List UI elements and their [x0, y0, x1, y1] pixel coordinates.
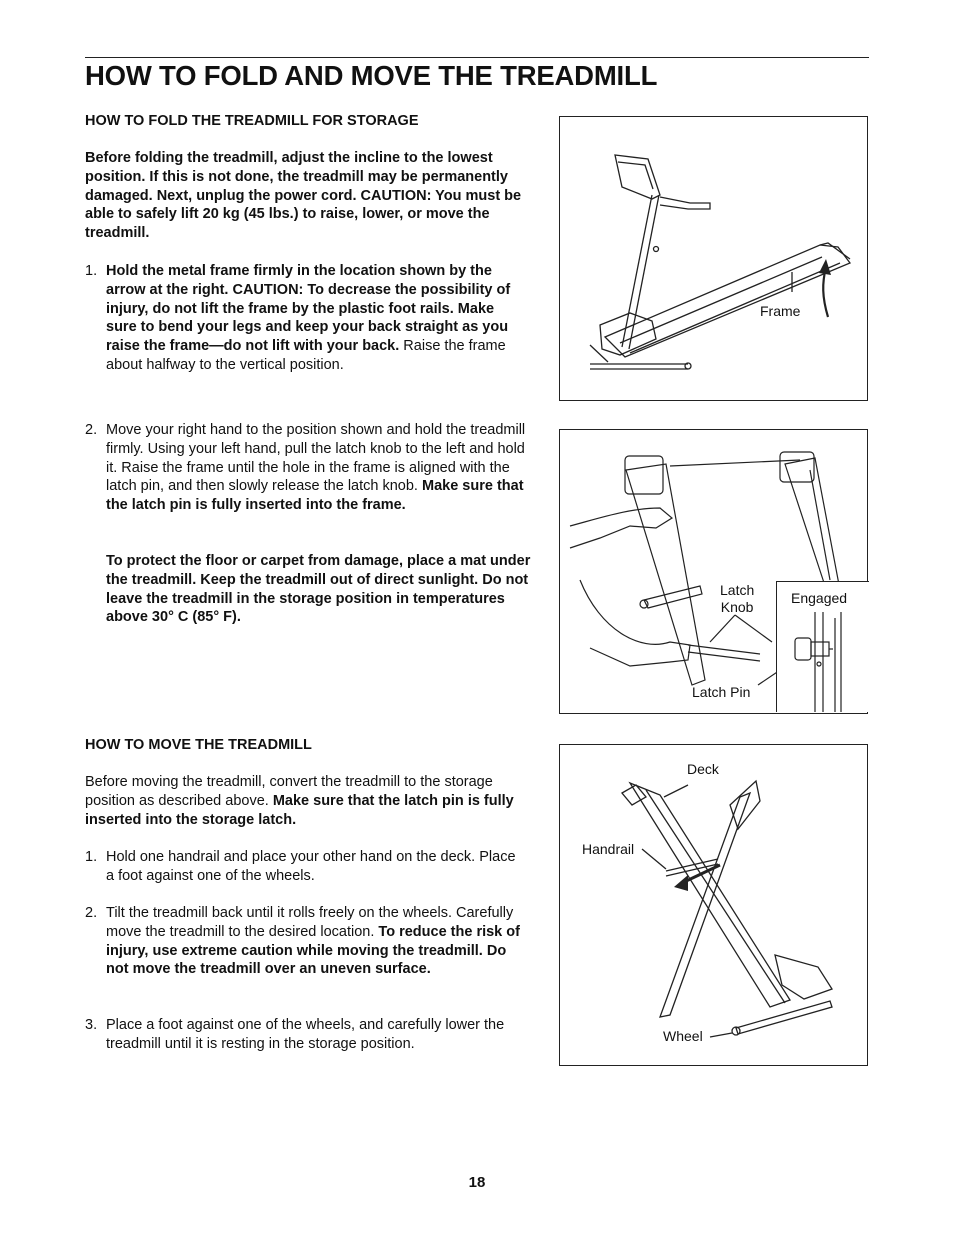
treadmill-move-illustration — [560, 745, 869, 1067]
figure-fold-raise — [559, 116, 868, 401]
step-number: 3. — [85, 1017, 98, 1033]
header-rule — [85, 57, 869, 58]
move-intro-text: Before moving the treadmill, convert the treadmill to the storage position as described above. — [85, 774, 493, 809]
step-1-text: Raise the frame about halfway to the vertical position. — [106, 338, 506, 373]
fold-warning: To protect the floor or carpet from damage, place a mat under the treadmill. Keep the treadmill out of direct sunlight. Do not leave the treadmill in the storage position in temperatures above 30° C (85° F). — [106, 553, 531, 626]
latch-knob-label: Latch Knob — [720, 582, 755, 615]
move-intro-block — [85, 773, 530, 829]
move-heading: HOW TO MOVE THE TREADMILL — [85, 737, 312, 753]
latch-pin-label: Latch Pin — [692, 684, 751, 700]
move-intro-bold: Make sure that the latch pin is fully inserted into the storage latch. — [85, 792, 514, 828]
move-step-2 — [85, 904, 525, 979]
move-step-3 — [85, 1016, 525, 1054]
treadmill-raise-illustration — [560, 117, 869, 402]
move-step-1-text: Hold one handrail and place your other hand on the deck. Place a foot against one of the wheels. — [106, 849, 516, 884]
page-number: 18 — [468, 1174, 486, 1191]
fold-section — [85, 112, 535, 131]
fold-step-2 — [85, 421, 530, 515]
figure-move — [559, 744, 868, 1066]
move-step-1 — [85, 848, 525, 886]
step-number: 2. — [85, 905, 98, 921]
page-title: HOW TO FOLD AND MOVE THE TREADMILL — [85, 60, 658, 91]
move-section — [85, 736, 535, 755]
step-number: 1. — [85, 849, 98, 865]
fold-intro: Before folding the treadmill, adjust the incline to the lowest position. If this is not done, the treadmill may be permanently damaged. Next, unplug the power cord. CAUTION: You must be able to safely lift 20 kg (45 lbs.) to raise, lower, or move the treadmill. — [85, 150, 522, 242]
frame-label: Frame — [760, 303, 801, 319]
step-number: 1. — [85, 263, 98, 279]
step-2-text: Move your right hand to the position shown and hold the treadmill firmly. Using your left hand, pull the latch knob to the left and hold it. Raise the frame until the hole in the frame is aligned with the latch pin, and then slowly release the latch knob. — [106, 422, 526, 495]
fold-warning-block — [106, 552, 531, 627]
fold-intro-block — [85, 149, 535, 243]
handrail-label: Handrail — [582, 841, 635, 857]
step-1-bold: Hold the metal frame firmly in the location shown by the arrow at the right. CAUTION: To decrease the possibility of injury, do not lift the frame by the plastic foot rails. Make sure to bend your legs and keep your back straight as you raise the frame—do not lift with your back. — [106, 263, 511, 355]
deck-label: Deck — [687, 761, 719, 777]
move-step-2-text: Tilt the treadmill back until it rolls freely on the wheels. Carefully move the treadmill to the desired location. — [106, 905, 514, 940]
step-number: 2. — [85, 422, 98, 438]
figure-latch — [559, 429, 868, 714]
move-step-2-bold: To reduce the risk of injury, use extreme caution while moving the treadmill. Do not move the treadmill over an uneven surface. — [106, 923, 520, 978]
engaged-inset — [776, 581, 869, 712]
wheel-label: Wheel — [663, 1028, 703, 1044]
fold-heading: HOW TO FOLD THE TREADMILL FOR STORAGE — [85, 113, 419, 129]
engaged-label: Engaged — [791, 590, 848, 606]
step-2-bold: Make sure that the latch pin is fully inserted into the frame. — [106, 478, 524, 514]
move-step-3-text: Place a foot against one of the wheels, and carefully lower the treadmill until it is resting in the storage position. — [106, 1017, 505, 1052]
fold-step-1 — [85, 262, 525, 375]
